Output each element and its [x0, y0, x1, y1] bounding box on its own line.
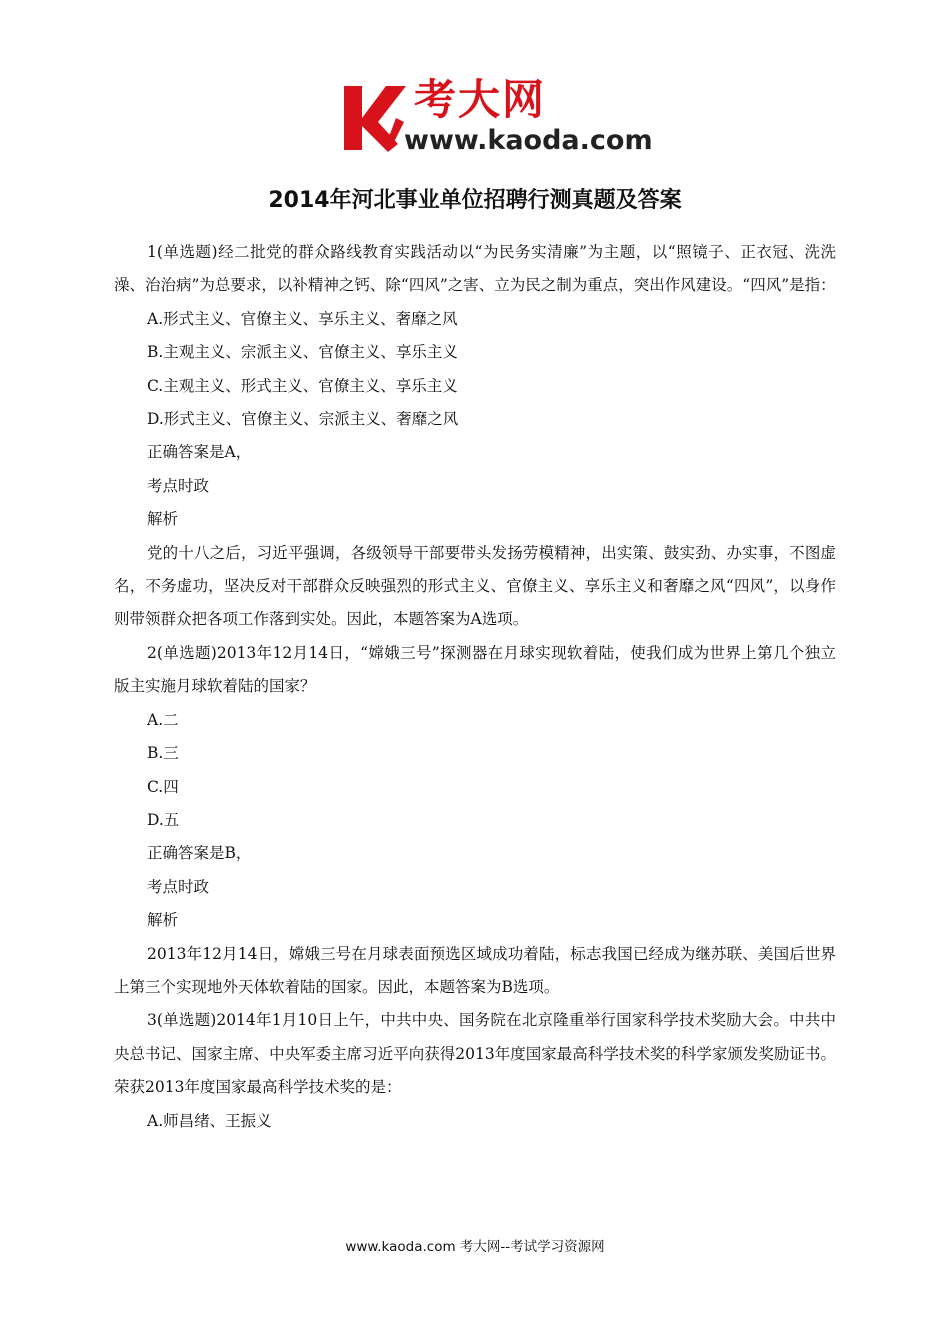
document-body [114, 236, 836, 1138]
question-2-option-d: D.五 [147, 810, 180, 829]
question-1-topic: 考点时政 [147, 476, 210, 495]
question-1-option-c: C.主观主义、形式主义、官僚主义、享乐主义 [147, 376, 458, 395]
question-2-option-c: C.四 [147, 777, 179, 796]
question-2-option-a: A.二 [147, 710, 179, 729]
question-1-option-d: D.形式主义、官僚主义、宗派主义、奢靡之风 [147, 410, 459, 429]
kaoda-logo [340, 75, 660, 160]
question-2-topic: 考点时政 [147, 877, 210, 896]
question-2-option-b: B.三 [147, 744, 179, 763]
question-1-analysis-label: 解析 [147, 510, 179, 529]
question-2-analysis-label: 解析 [147, 911, 179, 930]
question-3-option-a: A.师昌绪、王振义 [147, 1111, 272, 1130]
question-1-stem: 1(单选题)经二批党的群众路线教育实践活动以“为民务实清廉”为主题，以“照镜子、正衣冠、洗洗澡、治治病”为总要求，以补精神之钙、除“四风”之害、立为民之制为重点，突出作风建设。“四风”是指： [114, 243, 836, 295]
page-title: 2014年河北事业单位招聘行测真题及答案 [268, 188, 682, 213]
logo-url: www.kaoda.com [404, 125, 653, 156]
question-1-option-a: A.形式主义、官僚主义、享乐主义、奢靡之风 [147, 309, 458, 328]
question-1-option-b: B.主观主义、宗派主义、官僚主义、享乐主义 [147, 343, 458, 362]
logo-brand-name: 考大网 [414, 75, 547, 124]
question-3-stem: 3(单选题)2014年1月10日上午，中共中央、国务院在北京隆重举行国家科学技术奖励大会。中共中央总书记、国家主席、中央军委主席习近平向获得2013年度国家最高科学技术奖的科学家颁发奖励证书。荣获2013年度国家最高科学技术奖的是： [114, 1011, 836, 1097]
question-1-analysis: 党的十八之后，习近平强调，各级领导干部要带头发扬劳模精神，出实策、鼓实劲、办实事，不图虚名，不务虚功，坚决反对干部群众反映强烈的形式主义、官僚主义、享乐主义和奢靡之风“四风”，以身作则带领群众把各项工作落到实处。因此，本题答案为A选项。 [114, 543, 836, 629]
question-1-answer: 正确答案是A， [147, 443, 252, 462]
k-logo-icon [340, 82, 410, 154]
question-2-analysis: 2013年12月14日，嫦娥三号在月球表面预选区域成功着陆，标志我国已经成为继苏联、美国后世界上第三个实现地外天体软着陆的国家。因此，本题答案为B选项。 [114, 944, 836, 996]
question-2-stem: 2(单选题)2013年12月14日，“嫦娥三号”探测器在月球实现软着陆，使我们成为世界上第几个独立版主实施月球软着陆的国家？ [114, 643, 836, 696]
page-footer: www.kaoda.com 考大网--考试学习资源网 [345, 1239, 605, 1255]
question-2-answer: 正确答案是B， [147, 844, 252, 863]
